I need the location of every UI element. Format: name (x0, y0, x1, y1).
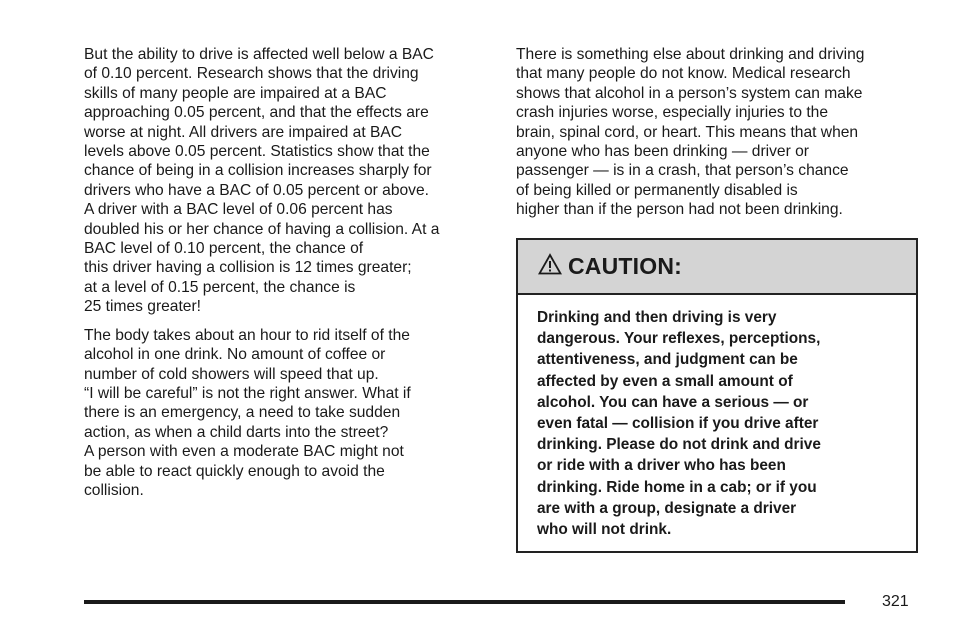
text-line: skills of many people are impaired at a BAC (84, 84, 387, 102)
text-line: drivers who have a BAC of 0.05 percent or above. (84, 181, 429, 199)
text-line: 25 times greater! (84, 298, 202, 316)
text-line: of 0.10 percent. Research shows that the driving (84, 65, 419, 83)
text-line: There is something else about drinking and driving (516, 46, 865, 63)
text-line: be able to react quickly enough to avoid the (84, 462, 385, 480)
caution-line: drinking. Please do not drink and drive (537, 436, 821, 454)
caution-line: affected by even a small amount of (537, 372, 793, 390)
text-line: A driver with a BAC level of 0.06 percent has (84, 201, 393, 219)
caution-line: dangerous. Your reflexes, perceptions, (537, 330, 821, 348)
text-line: shows that alcohol in a person’s system can make (516, 84, 863, 102)
right-column (516, 45, 926, 229)
caution-line: alcohol. You can have a serious — or (537, 393, 809, 411)
text-line: at a level of 0.15 percent, the chance is (84, 278, 356, 296)
caution-line: attentiveness, and judgment can be (537, 351, 798, 369)
text-line: chance of being in a collision increases sharply for (84, 162, 432, 180)
paragraph-bac-impairment (84, 45, 489, 317)
caution-box (516, 238, 918, 553)
text-line: passenger — is in a crash, that person’s chance (516, 162, 849, 180)
text-line: this driver having a collision is 12 times greater; (84, 259, 412, 277)
text-line: action, as when a child darts into the street? (84, 423, 389, 441)
warning-triangle-icon (538, 253, 562, 280)
caution-line: drinking. Ride home in a cab; or if you (537, 478, 817, 496)
text-line: alcohol in one drink. No amount of coffee or (84, 346, 386, 364)
text-line: worse at night. All drivers are impaired at BAC (84, 123, 403, 141)
text-line: doubled his or her chance of having a collision. At a (84, 220, 440, 238)
paragraph-body-processing (84, 326, 489, 501)
text-line: “I will be careful” is not the right answer. What if (84, 384, 411, 402)
text-line: collision. (84, 481, 144, 499)
caution-title: CAUTION: (568, 253, 683, 279)
text-line: The body takes about an hour to rid itself of the (84, 326, 410, 344)
caution-line: are with a group, designate a driver (537, 499, 797, 517)
text-line: anyone who has been drinking — driver or (516, 143, 809, 161)
caution-line: who will not drink. (537, 521, 672, 539)
text-line: A person with even a moderate BAC might not (84, 443, 404, 461)
text-line: BAC level of 0.10 percent, the chance of (84, 240, 364, 258)
caution-line: or ride with a driver who has been (537, 457, 786, 475)
caution-line: even fatal — collision if you drive after (537, 415, 819, 433)
caution-line: Drinking and then driving is very (537, 309, 777, 326)
text-line: crash injuries worse, especially injuries to the (516, 104, 829, 122)
text-line: brain, spinal cord, or heart. This means that when (516, 123, 859, 141)
caution-body (518, 295, 916, 540)
text-line: higher than if the person had not been drinking. (516, 201, 843, 219)
text-line: approaching 0.05 percent, and that the effects are (84, 104, 429, 122)
caution-header (518, 240, 916, 295)
text-line: levels above 0.05 percent. Statistics show that the (84, 143, 430, 161)
paragraph-crash-injuries (516, 45, 926, 220)
text-line: there is an emergency, a need to take sudden (84, 404, 401, 422)
left-column (84, 45, 489, 509)
text-line: number of cold showers will speed that up. (84, 365, 379, 383)
text-line: of being killed or permanently disabled is (516, 181, 798, 199)
text-line: But the ability to drive is affected well below a BAC (84, 46, 434, 63)
page-number: 321 (882, 593, 909, 610)
text-line: that many people do not know. Medical research (516, 65, 851, 83)
footer-rule (84, 600, 845, 604)
